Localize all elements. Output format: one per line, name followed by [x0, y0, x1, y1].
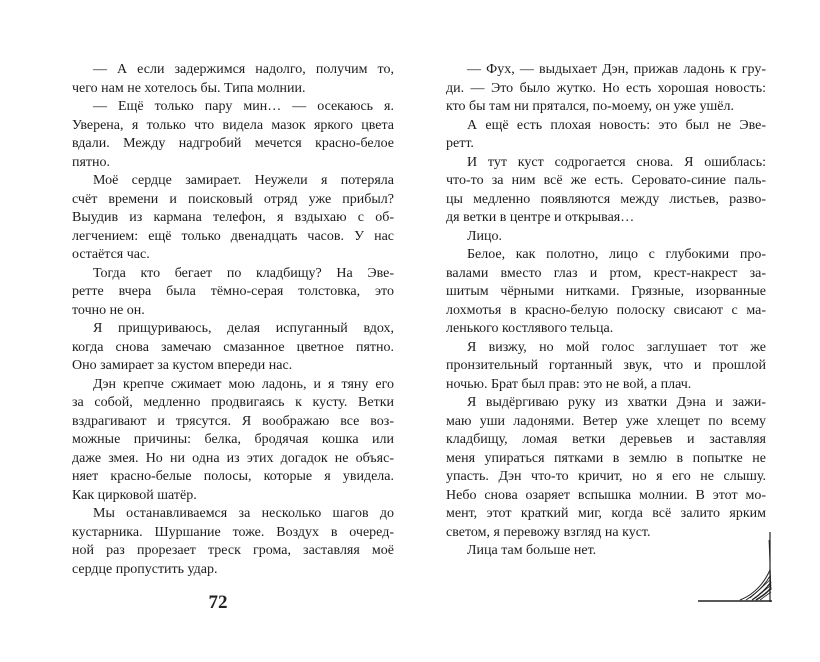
text-line: Оно замирает за кустом впереди нас. [72, 358, 293, 373]
paragraph [446, 228, 766, 247]
text-line: когда снова замечаю смазанное цветное пятно. [72, 339, 394, 355]
text-line: Выудив из кармана телефон, я вздыхаю с об- [72, 210, 394, 225]
paragraph [446, 394, 766, 542]
text-line: даже змея. Но ни одна из этих догадок не объяс- [72, 450, 394, 466]
text-line: мент, этот краткий миг, когда всё залито ярким [446, 506, 766, 521]
text-line: ленького костлявого тельца. [446, 321, 614, 336]
text-line: няет красно-белые полосы, которые я увидела. [72, 469, 394, 484]
text-line: меня упираться пятками в землю в попытке не [446, 450, 766, 466]
paragraph [446, 246, 766, 339]
text-line: пронзительный гортанный звук, что и прошлой [446, 358, 766, 373]
text-line: А ещё есть плохая новость: это был не Эве- [467, 117, 766, 133]
paragraph [72, 505, 394, 579]
text-line: Я выдёргиваю руку из хватки Дэна и зажи- [467, 395, 766, 410]
left-page-text [72, 61, 394, 579]
text-line: кустарника. Шуршание тоже. Воздух в очеред- [72, 524, 394, 540]
text-line: Я прищуриваюсь, делая испуганный вдох, [93, 321, 394, 336]
text-line: Моё сердце замирает. Неужели я потеряла [93, 173, 394, 188]
text-line: лохмотья в красно-белую полоску свисают с ма- [446, 302, 766, 318]
text-line: Тогда кто бегает по кладбищу? На Эве- [93, 265, 394, 281]
text-line: упасть. Дэн что-то кричит, но я его не слышу. [446, 469, 766, 484]
text-line: точно не он. [72, 302, 145, 318]
text-line: что-то за ним всё же есть. Серовато-синие паль- [446, 173, 766, 188]
text-line: — Ещё только пару мин… — осекаюсь я. [93, 99, 394, 114]
paragraph [72, 61, 394, 98]
text-line: ретт. [446, 136, 474, 151]
text-line: ной раз прорезает треск грома, заставляя моё [72, 543, 394, 558]
right-page-text [446, 61, 766, 561]
paragraph [72, 320, 394, 376]
text-line: — А если задержимся надолго, получим то, [93, 62, 394, 77]
text-line: Как цирковой шатёр. [72, 487, 197, 503]
text-line: дя ветки в центре и открывая… [446, 210, 635, 225]
text-line: Я визжу, но мой голос заглушает тот же [467, 339, 766, 355]
text-line: легчением: ещё только двенадцать часов. У нас [72, 228, 394, 244]
text-line: вздрагивают и трясутся. Я воображаю все воз- [72, 413, 394, 429]
paragraph [72, 376, 394, 506]
paragraph [446, 339, 766, 395]
text-line: — Фух, — выдыхает Дэн, прижав ладонь к гру- [467, 62, 766, 77]
text-line: валами вместо глаз и ртом, крест-накрест за- [446, 265, 766, 281]
text-line: можные причины: белка, бродячая кошка или [72, 432, 394, 447]
text-line: кто бы там ни прятался, по-моему, он уже ушёл. [446, 99, 734, 114]
text-line: маю уши ладонями. Ветер уже хлещет по всему [446, 413, 766, 429]
paragraph [72, 172, 394, 265]
text-line: Уверена, я только что видела мазок яркого цвета [72, 117, 394, 133]
paragraph [72, 265, 394, 321]
text-line: Лицо. [467, 228, 502, 244]
text-line: остаётся час. [72, 247, 150, 262]
paragraph [446, 154, 766, 228]
text-line: кладбищу, ломая ветки деревьев и заставляя [446, 432, 766, 447]
text-line: за собой, медленно продвигаясь к кусту. Ветки [72, 395, 394, 410]
text-line: счёт времени и поисковый отряд уже прибыл? [72, 191, 394, 207]
paragraph [446, 117, 766, 154]
page-number: 72 [208, 592, 228, 613]
text-line: И тут куст содрогается снова. Я ошиблась: [467, 154, 766, 170]
text-line: пятно. [72, 154, 111, 170]
text-line: сердце пропустить удар. [72, 561, 218, 577]
text-line: ретте вчера была тёмно-серая толстовка, это [72, 284, 394, 299]
text-line: Небо снова озаряет вспышка молнии. В этот мо- [446, 487, 766, 503]
text-line: шитым чёрными нитками. Грязные, изорванные [446, 284, 766, 299]
paragraph [446, 61, 766, 117]
text-line: Лица там больше нет. [467, 543, 597, 558]
text-line: цы медленно появляются между листьев, разво- [446, 191, 766, 207]
paragraph [72, 98, 394, 172]
text-line: ди. — Это было жутко. Но есть хорошая новость: [446, 80, 766, 96]
text-line: Мы останавливаемся за несколько шагов до [93, 506, 394, 521]
text-line: ночью. Брат был прав: это не вой, а плач. [446, 376, 692, 392]
text-line: вдали. Между надгробий мечется красно-белое [72, 136, 394, 151]
text-line: Дэн крепче сжимает мою ладонь, и я тяну его [93, 376, 394, 392]
corner-ornament-icon [690, 530, 780, 610]
text-line: чего нам не хотелось бы. Типа молнии. [72, 80, 306, 96]
text-line: Белое, как полотно, лицо с глубокими про- [467, 247, 766, 262]
text-line: светом, я перевожу взгляд на куст. [446, 524, 651, 540]
